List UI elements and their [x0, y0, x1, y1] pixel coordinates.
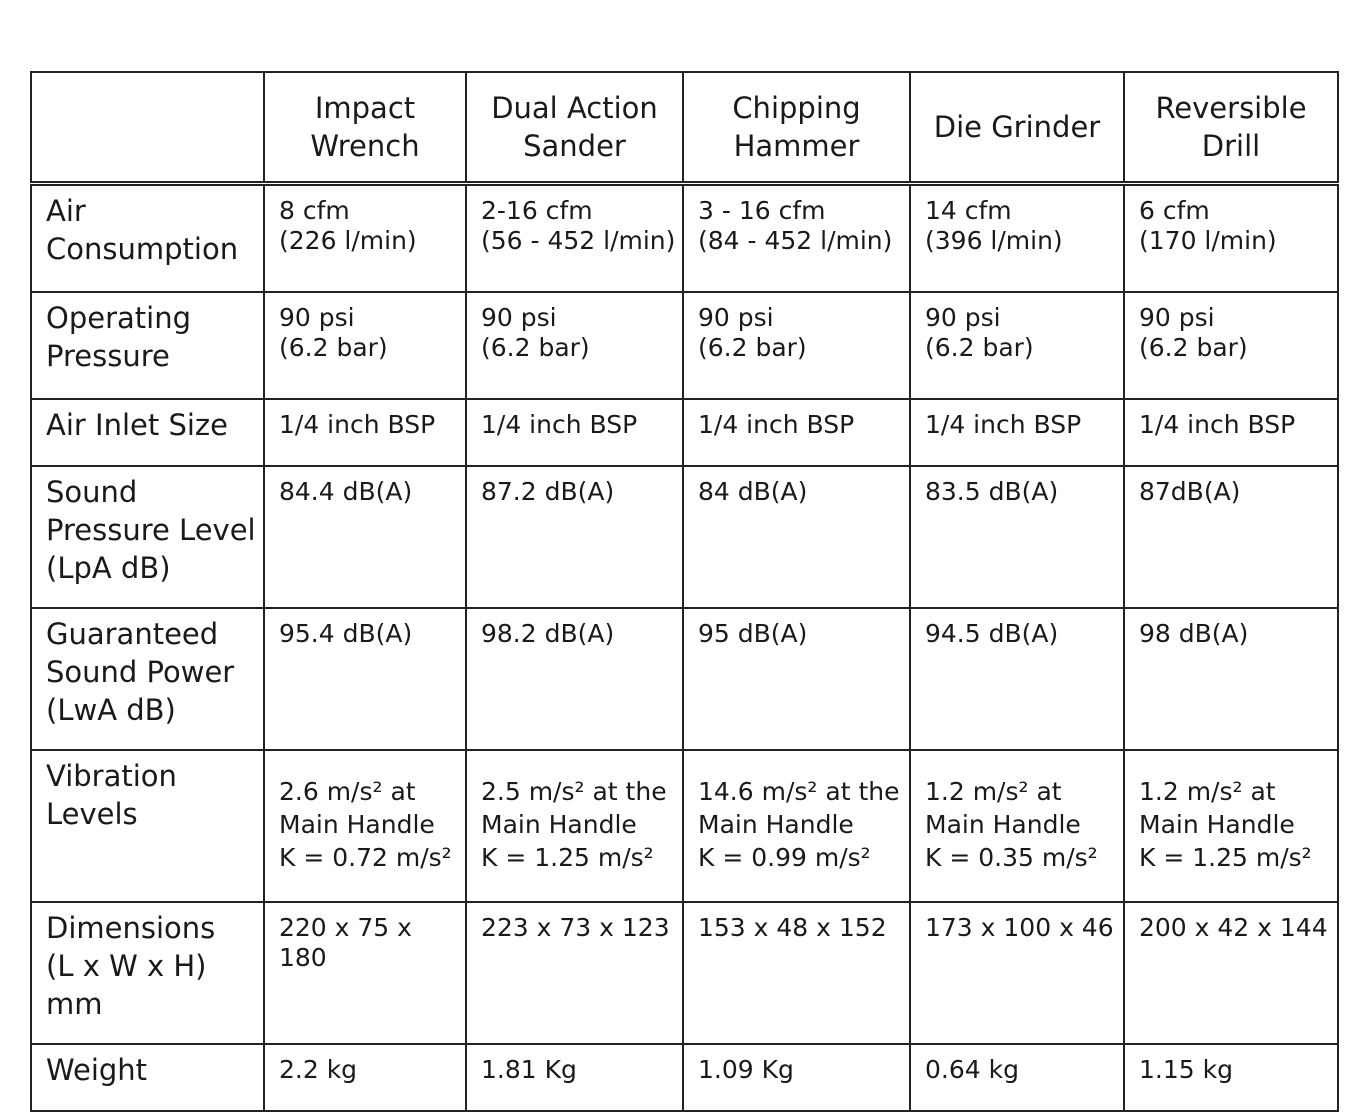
table-cell: 87.2 dB(A): [466, 466, 683, 608]
row-label: Weight: [31, 1044, 264, 1111]
table-row-air-inlet-size: [31, 399, 1338, 466]
table-cell: 223 x 73 x 123: [466, 902, 683, 1044]
table-cell: 14.6 m/s² at the Main Handle K = 0.99 m/s²: [683, 750, 910, 902]
table-cell: 87dB(A): [1124, 466, 1338, 608]
row-label: Operating Pressure: [31, 292, 264, 399]
table-cell: 14 cfm (396 l/min): [910, 184, 1124, 293]
table-cell: 2.2 kg: [264, 1044, 466, 1111]
table-cell: 1.2 m/s² at Main Handle K = 0.35 m/s²: [910, 750, 1124, 902]
table-cell: 90 psi (6.2 bar): [1124, 292, 1338, 399]
table-cell: 84 dB(A): [683, 466, 910, 608]
table-cell: 83.5 dB(A): [910, 466, 1124, 608]
column-header-dual-action-sander: Dual Action Sander: [466, 72, 683, 184]
table-cell: 1/4 inch BSP: [683, 399, 910, 466]
column-header-reversible-drill: Reversible Drill: [1124, 72, 1338, 184]
table-cell: 90 psi (6.2 bar): [683, 292, 910, 399]
table-cell: 1/4 inch BSP: [1124, 399, 1338, 466]
table-row-operating-pressure: [31, 292, 1338, 399]
table-cell: 1.81 Kg: [466, 1044, 683, 1111]
table-cell: 2.6 m/s² at Main Handle K = 0.72 m/s²: [264, 750, 466, 902]
table-row-guaranteed-sound-power: [31, 608, 1338, 750]
spec-table: [30, 71, 1339, 1112]
column-header-impact-wrench: Impact Wrench: [264, 72, 466, 184]
table-row-air-consumption: [31, 184, 1338, 293]
table-cell: 98 dB(A): [1124, 608, 1338, 750]
row-label: Guaranteed Sound Power (LwA dB): [31, 608, 264, 750]
table-cell: 1/4 inch BSP: [264, 399, 466, 466]
table-cell: 153 x 48 x 152: [683, 902, 910, 1044]
header-corner-cell: [31, 72, 264, 184]
table-cell: 94.5 dB(A): [910, 608, 1124, 750]
table-cell: 8 cfm (226 l/min): [264, 184, 466, 293]
row-label: Dimensions (L x W x H) mm: [31, 902, 264, 1044]
table-cell: 1.2 m/s² at Main Handle K = 1.25 m/s²: [1124, 750, 1338, 902]
table-cell: 90 psi (6.2 bar): [466, 292, 683, 399]
table-cell: 0.64 kg: [910, 1044, 1124, 1111]
table-cell: 200 x 42 x 144: [1124, 902, 1338, 1044]
table-cell: 2.5 m/s² at the Main Handle K = 1.25 m/s²: [466, 750, 683, 902]
header-row: [31, 72, 1338, 184]
table-cell: 84.4 dB(A): [264, 466, 466, 608]
table-cell: 6 cfm (170 l/min): [1124, 184, 1338, 293]
column-header-die-grinder: Die Grinder: [910, 72, 1124, 184]
column-header-chipping-hammer: Chipping Hammer: [683, 72, 910, 184]
table-row-dimensions: [31, 902, 1338, 1044]
table-cell: 173 x 100 x 46: [910, 902, 1124, 1044]
row-label: Sound Pressure Level (LpA dB): [31, 466, 264, 608]
table-row-sound-pressure-level: [31, 466, 1338, 608]
row-label: Vibration Levels: [31, 750, 264, 902]
table-cell: 1.15 kg: [1124, 1044, 1338, 1111]
table-cell: 1/4 inch BSP: [466, 399, 683, 466]
table-cell: 95.4 dB(A): [264, 608, 466, 750]
table-cell: 1/4 inch BSP: [910, 399, 1124, 466]
table-cell: 1.09 Kg: [683, 1044, 910, 1111]
table-cell: 220 x 75 x 180: [264, 902, 466, 1044]
table-cell: 98.2 dB(A): [466, 608, 683, 750]
table-cell: 2-16 cfm (56 - 452 l/min): [466, 184, 683, 293]
table-cell: 95 dB(A): [683, 608, 910, 750]
table-cell: 90 psi (6.2 bar): [264, 292, 466, 399]
row-label: Air Consumption: [31, 184, 264, 293]
row-label: Air Inlet Size: [31, 399, 264, 466]
table-cell: 3 - 16 cfm (84 - 452 l/min): [683, 184, 910, 293]
table-cell: 90 psi (6.2 bar): [910, 292, 1124, 399]
table-row-vibration-levels: [31, 750, 1338, 902]
